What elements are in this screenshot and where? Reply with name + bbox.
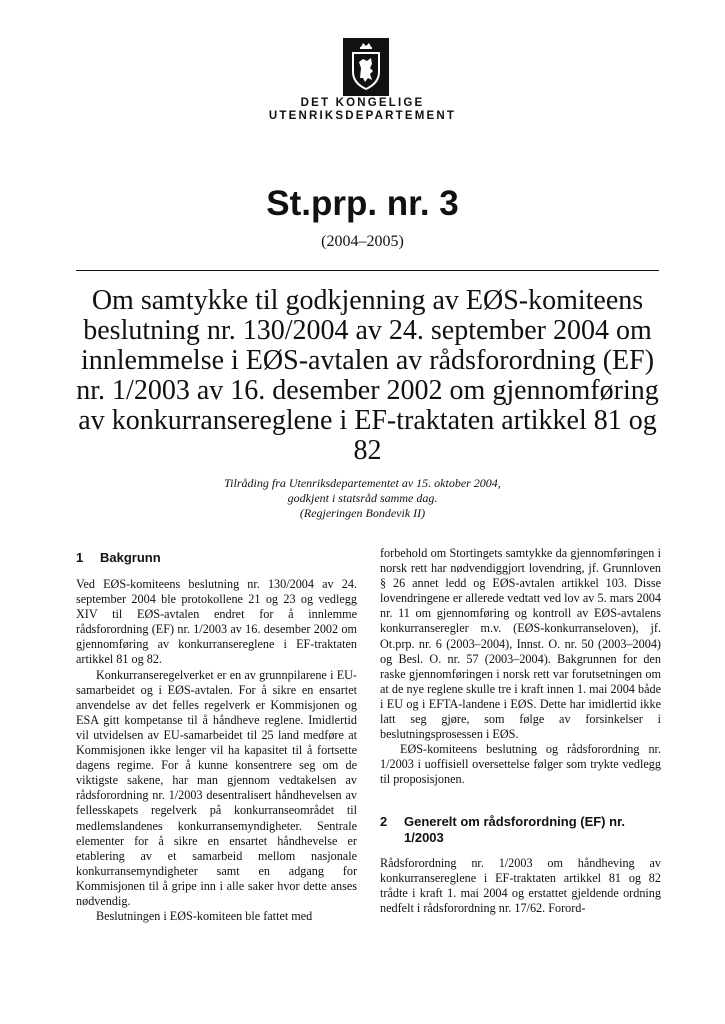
approval-line-1: Tilråding fra Utenriksdepartementet av 15. oktober 2004, bbox=[224, 476, 501, 490]
section-2-heading bbox=[380, 814, 661, 846]
section-2-title: Generelt om rådsforordning (EF) nr. 1/2003 bbox=[404, 813, 626, 845]
section-2-paragraph-1: Rådsforordning nr. 1/2003 om håndheving av konkurransereglene i EF-traktaten artikkel 81 og 82 trådte i kraft 1. mai 2004 og erstattet gjeldende ordning nedfelt i rådsforordning nr. 17/62. Forord- bbox=[380, 855, 661, 915]
title-divider bbox=[76, 270, 659, 271]
section-1-paragraph-1: Ved EØS-komiteens beslutning nr. 130/2004 av 24. september 2004 ble protokollene 21 og 23 og vedlegg XIV til EØS-avtalen endret for å innlemme rådsforordning (EF) nr. 1/2003 av 16. desember 2002 om gjennomføring av konkurransereglene i EF-traktaten artikkel 81 og 82. bbox=[76, 577, 357, 667]
body-column-left bbox=[76, 546, 357, 924]
section-1-title: Bakgrunn bbox=[100, 550, 161, 565]
coat-of-arms-logo bbox=[343, 38, 389, 96]
body-column-right bbox=[380, 546, 661, 916]
section-1-paragraph-2: Konkurranseregelverket er en av grunnpilarene i EU-samarbeidet og i EØS-avtalen. For å sikre en ensartet anvendelse av det felles regelverk er Kommisjonen og ESA gitt kompetanse til å håndheve reglene. Imidlertid vil utvidelsen av EU-samarbeidet til 25 land medføre at Kommisjonen ikke lenger vil ha kapasitet til å fortsette dagens regime. For å kunne konsentrere seg om de viktigste sakene, har man gjennom vedtakelsen av rådsforordning nr. 1/2003 desentralisert håndhevelsen av fellesskapets regelverk på konkurranseområdet til medlemslandenes konkurransemyndigheter. Sentrale elementer for å sikre en ensartet håndhevelse er etablering av et samarbeid mellom nasjonale konkurransemyndigheter samt en adgang for Kommisjonen til å gripe inn i alle saker hvor dette anses nødvendig. bbox=[76, 667, 357, 908]
approval-note bbox=[0, 476, 725, 521]
parliamentary-session: (2004–2005) bbox=[321, 233, 404, 250]
approval-line-3: (Regjeringen Bondevik II) bbox=[299, 506, 426, 520]
department-name-line1: DET KONGELIGE bbox=[300, 97, 425, 109]
approval-line-2: godkjent i statsråd samme dag. bbox=[287, 491, 438, 505]
proposition-subject: Om samtykke til godkjenning av EØS-komiteens beslutning nr. 130/2004 av 24. september 2004 om innlemmelse i EØS-avtalen av rådsforordning (EF) nr. 1/2003 av 16. desember 2002 om gjennomføring av konkurransereglene i EF-traktaten artikkel 81 og 82 bbox=[76, 285, 659, 466]
section-1-number: 1 bbox=[76, 550, 84, 565]
document-title: St.prp. nr. 3 bbox=[266, 184, 459, 223]
department-name-line2: UTENRIKSDEPARTEMENT bbox=[268, 110, 457, 122]
section-1-heading bbox=[76, 550, 357, 566]
section-1-paragraph-4: EØS-komiteens beslutning og rådsforordning nr. 1/2003 i uoffisiell oversettelse følger som trykte vedlegg til proposisjonen. bbox=[380, 742, 661, 787]
coat-of-arms-icon bbox=[343, 38, 389, 96]
section-1-paragraph-3-start: Beslutningen i EØS-komiteen ble fattet med bbox=[96, 909, 313, 924]
section-2-number: 2 bbox=[380, 813, 388, 829]
section-1-paragraph-3-continued: forbehold om Stortingets samtykke da gjennomføringen i norsk rett har nødvendiggjort lovendring, jf. Grunnloven § 26 annet ledd og EØS-avtalen artikkel 103. Disse lovendringene er allerede vedtatt ved lov av 5. mars 2004 nr. 11 om gjennomføring og kontroll av EØS-avtalens konkurranseregler m.v. (EØS-konkurranseloven), jf. Ot.prp. nr. 6 (2003–2004), Innst. O. nr. 50 (2003–2004) og Besl. O. nr. 57 (2003–2004). Bakgrunnen for den raske gjennomføringen i norsk rett var forutsetningen om at de nye reglene skulle tre i kraft innen 1. mai 2004 både i EU og i EFTA-landene i EØS. Dette har imidlertid ikke latt seg gjøre, som følge av forsinkelser i beslutningsprosessen i EØS. bbox=[380, 546, 661, 742]
